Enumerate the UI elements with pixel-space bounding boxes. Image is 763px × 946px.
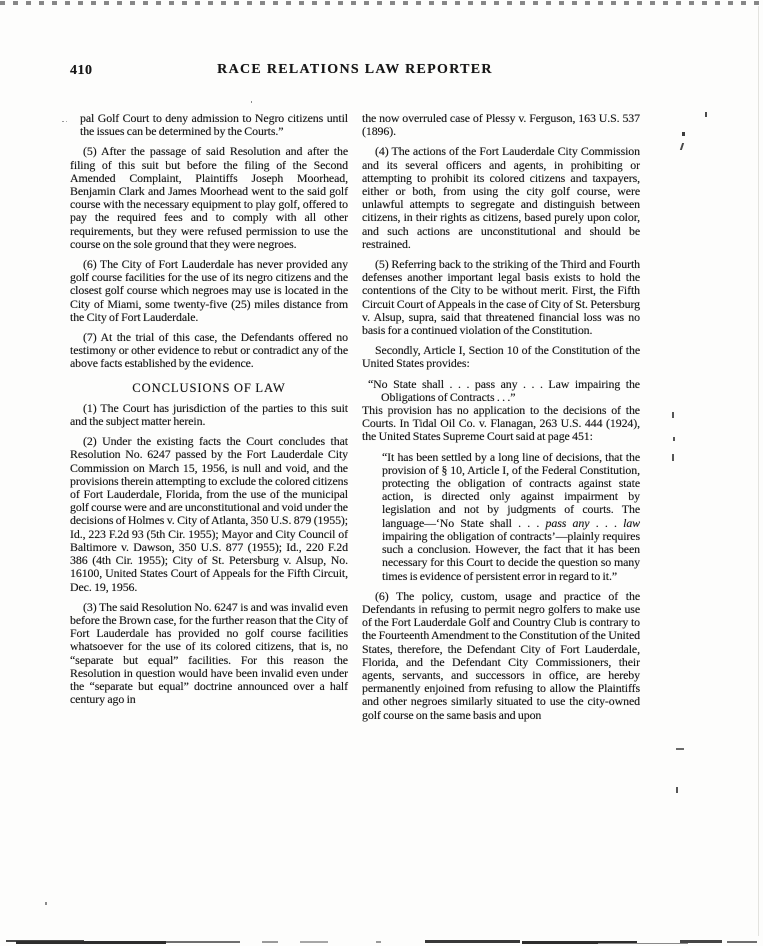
secondly-paragraph: Secondly, Article I, Section 10 of the Constitution of the United States provides:: [362, 343, 640, 371]
scan-bottom-edge: [262, 941, 278, 943]
scan-bottom-edge: [376, 941, 381, 943]
conclusion-paragraph-5: (5) Referring back to the striking of the Third and Fourth defenses another important legal basis exists to hold the contentions of the City to be without merit. First, the Fifth Circuit Court of Appeals in the case of City of St. Petersburg v. Alsup, supra, said that threatened financial loss was no basis for a continued violation of the Constitution.: [362, 257, 640, 338]
paragraph-continuation: the now overruled case of Plessy v. Ferguson, 163 U.S. 537 (1896).: [362, 111, 640, 139]
page-number: 410: [70, 63, 93, 78]
scan-speck: [66, 121, 67, 122]
no-state-shall-quote: “No State shall . . . pass any . . . Law impairing the Obligations of Contracts . . .”: [368, 376, 640, 404]
scan-speck: [672, 454, 674, 461]
scan-speck: [705, 112, 707, 117]
scan-bottom-edge: [166, 941, 240, 943]
scan-bottom-edge: [727, 941, 757, 943]
scan-bottom-edge: [300, 941, 328, 943]
scan-edge-dashes: [0, 1, 763, 5]
quote-segment: “It has been settled by a long line of decisions, that the provision of § 10, Article I, of the Federal Constitution, protecting the obligation of contracts against state action, is directed only against impairment by legislation and not by judgments of courts. The language—‘No State shall . . .: [382, 449, 640, 530]
quote-continuation: pal Golf Court to deny admission to Negro citizens until the issues can be determined by the Courts.”: [80, 111, 348, 139]
scan-speck: [676, 787, 678, 793]
left-column: [70, 112, 348, 722]
conclusion-paragraph-1: (1) The Court has jurisdiction of the parties to this suit and the subject matter herein.: [70, 400, 348, 429]
finding-paragraph-5: (5) After the passage of said Resolution and after the filing of this suit but before the filing of the Second Amended Complaint, Plaintiffs Joseph Moorhead, Benjamin Clark and James Moorhead went to the said golf course with the necessary equipment to play golf, offered to pay the required fees and to comply with all other requirements, but they were refused permission to use the course on the sole ground that they were negroes.: [70, 144, 348, 251]
conclusion-paragraph-6: (6) The policy, custom, usage and practice of the Defendants in refusing to permit negro golfers to make use of the Fort Lauderdale Golf and Country Club is contrary to the Fourteenth Amendment to the Constitution of the United States, therefore, the Defendant City of Fort Lauderdale, Florida, and the Defendant City Commissioners, their agents, servants, and successors in office, are hereby permanently enjoined from refusing to allow the Plaintiffs and other negroes similarly situated to use the city-owned golf course on the same basis and upon: [362, 588, 640, 722]
scan-speck: [62, 121, 64, 122]
finding-paragraph-7: (7) At the trial of this case, the Defendants offered no testimony or other evidence to rebut or contradict any of the above facts established by the evidence.: [70, 330, 348, 371]
scan-speck: [682, 132, 685, 136]
scan-speck: [680, 143, 684, 150]
journal-title: RACE RELATIONS LAW REPORTER: [217, 62, 493, 77]
supreme-court-blockquote: [382, 451, 640, 583]
conclusion-paragraph-3: (3) The said Resolution No. 6247 is and was invalid even before the Brown case, for the further reason that the City of Fort Lauderdale has provided no golf course facilities whatsoever for the use of its colored citizens, that is, no “separate but equal” facilities. For this reason the Resolution in question would have been invalid even under the “separate but equal” doctrine announced over a half century ago in: [70, 599, 348, 707]
provision-paragraph: This provision has no application to the decisions of the Courts. In Tidal Oil Co. v. Flanagan, 263 U.S. 444 (1924), the United States Supreme Court said at page 451:: [362, 403, 640, 444]
finding-paragraph-6: (6) The City of Fort Lauderdale has never provided any golf course facilities for the use of its negro citizens and the closest golf course which negroes may use is located in the City of Miami, some twenty-five (25) miles distance from the City of Fort Lauderdale.: [70, 257, 348, 324]
scan-bottom-edge: [680, 940, 722, 943]
scan-speck: [672, 412, 674, 418]
conclusion-paragraph-2: (2) Under the existing facts the Court concludes that Resolution No. 6247 passed by the Fort Lauderdale City Commission on March 15, 1956, is null and void, and the provisions therein attempting to exclude the colored citizens of Fort Lauderdale, Florida, from the use of the municipal golf course were and are unconstitutional and void under the decisions of Holmes v. City of Atlanta, 350 U.S. 879 (1955); Id., 223 F.2d 93 (5th Cir. 1955); Mayor and City Council of Baltimore v. Dawson, 350 U.S. 877 (1955); Id., 220 F.2d 386 (4th Cir. 1955); City of St. Petersburg v. Alsup, No. 16100, United States Court of Appeals for the Fifth Circuit, Dec. 19, 1956.: [70, 434, 348, 594]
text-columns: [70, 112, 640, 722]
conclusion-paragraph-4: (4) The actions of the Fort Lauderdale City Commission and its several officers and agents, in prohibiting or attempting to prohibit its colored citizens and taxpayers, either or both, from using the city golf course, were unlawful attempts to segregate and distinguish between citizens, in their rights as citizens, based purely upon color, and such actions are unconstitutional and should be restrained.: [362, 144, 640, 251]
quote-segment-italic: pass any: [545, 515, 590, 530]
page-header: [70, 62, 640, 80]
scan-edge-line: [758, 6, 759, 936]
scan-speck: [251, 101, 252, 103]
scan-speck: [676, 748, 684, 750]
quote-segment-italic: law: [623, 515, 640, 530]
quote-segment: . . .: [589, 515, 624, 530]
scan-bottom-edge: [598, 943, 688, 944]
quote-segment: impairing the obligation of contracts’—plainly requires such a conclusion. However, the fact that it has been necessary for this Court to decide the question so many times is evidence of persistent error in regard to it.”: [382, 528, 640, 583]
scan-bottom-edge: [16, 941, 166, 944]
conclusions-of-law-heading: CONCLUSIONS OF LAW: [132, 380, 286, 395]
scan-speck: [673, 437, 675, 441]
scan-speck: [45, 902, 47, 905]
right-column: [362, 112, 640, 722]
scan-bottom-edge: [425, 940, 520, 943]
